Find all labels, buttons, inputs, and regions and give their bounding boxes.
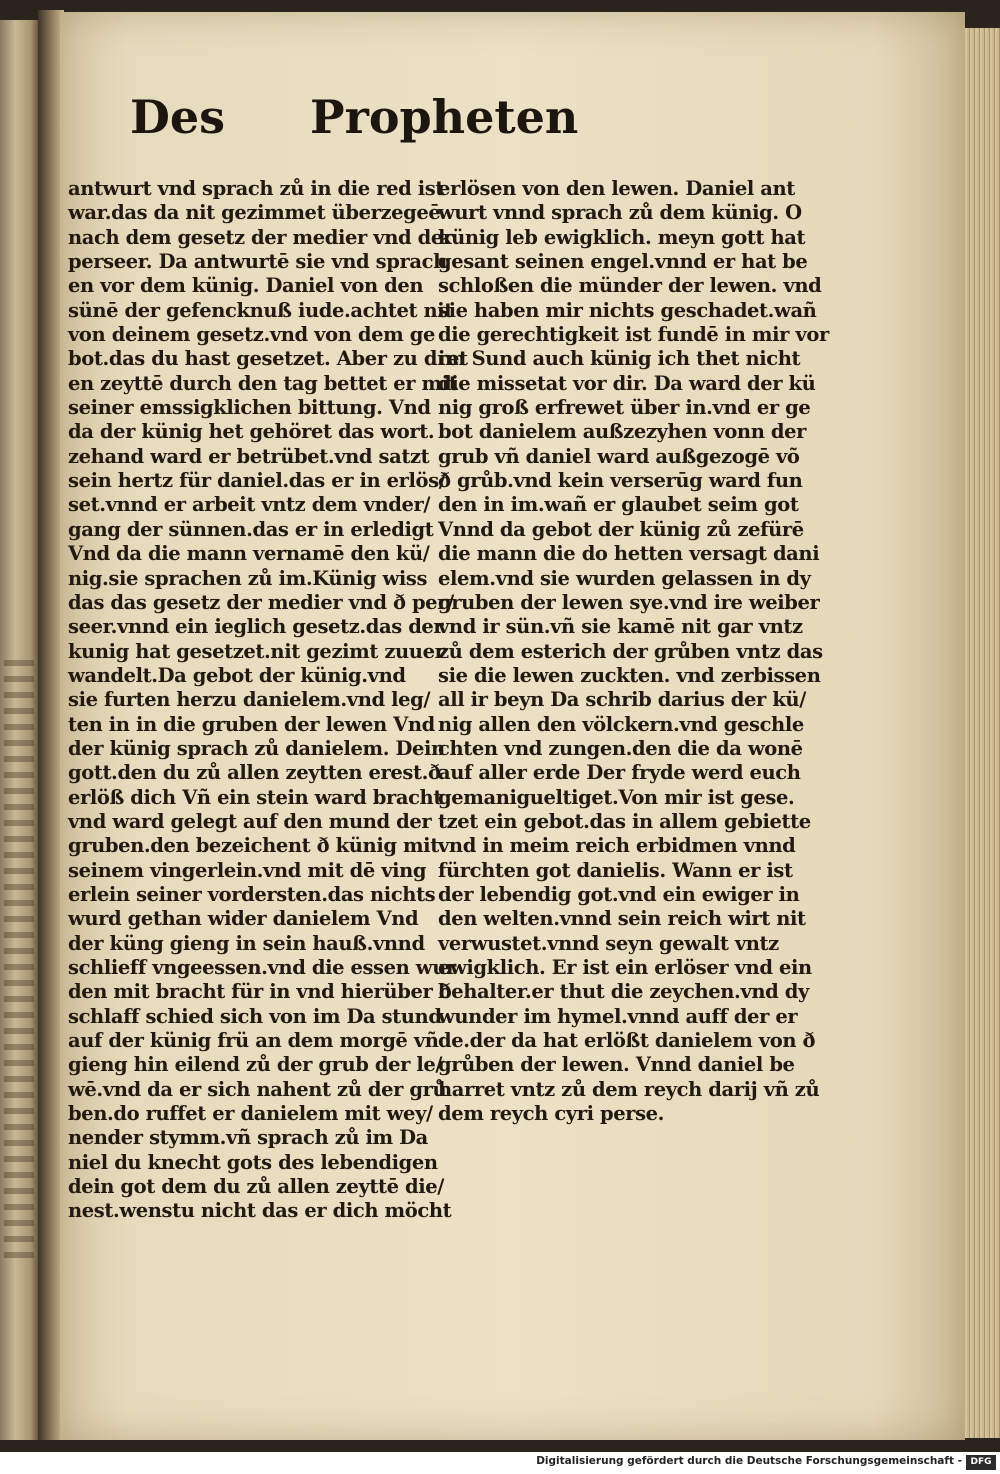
text-line: wurt vnnd sprach zů dem künig. O: [438, 201, 802, 225]
text-line: sie haben mir nichts geschadet.wañ: [438, 298, 817, 322]
text-line: de.der da hat erlößt danielem von ð: [438, 1029, 816, 1053]
text-line: schloßen die münder der lewen. vnd: [438, 274, 822, 298]
left-page-text-fragments: [4, 660, 34, 1260]
text-line: den mit bracht für in vnd hierüber ð: [68, 980, 452, 1004]
text-line: gieng hin eilend zů der grub der le/: [68, 1053, 443, 1077]
text-line: tzet ein gebot.das in allem gebiette: [438, 809, 811, 833]
text-column-left: [68, 177, 468, 1224]
text-line: sein hertz für daniel.das er in erlös/: [68, 469, 446, 493]
digitization-footer: [0, 1452, 1000, 1474]
right-page-edges: [962, 28, 1000, 1438]
text-line: niel du knecht gots des lebendigen: [68, 1150, 438, 1174]
text-line: wunder im hymel.vnnd auff der er: [438, 1004, 798, 1028]
text-line: auf der künig frü an dem morgē vñ: [68, 1029, 439, 1053]
text-line: künig leb ewigklich. meyn gott hat: [438, 225, 806, 249]
text-column-right: [438, 177, 829, 1126]
text-line: die mann die do hetten versagt dani: [438, 542, 820, 566]
text-line: vnd ward gelegt auf den mund der: [68, 809, 432, 833]
text-line: den in im.wañ er glaubet seim got: [438, 493, 799, 517]
text-line: gott.den du zů allen zeytten erest.ð: [68, 761, 441, 785]
text-line: ð grůb.vnd kein verserūg ward fun: [438, 469, 803, 493]
text-line: das das gesetz der medier vnd ð per/: [68, 590, 454, 614]
text-line: all ir beyn Da schrib darius der kü/: [438, 688, 806, 712]
text-line: sie die lewen zuckten. vnd zerbissen: [438, 663, 821, 687]
text-line: nig.sie sprachen zů im.Künig wiss: [68, 566, 428, 590]
text-line: en zeyttē durch den tag bettet er mit: [68, 371, 458, 395]
text-line: im Sund auch künig ich thet nicht: [438, 347, 801, 371]
text-line: die missetat vor dir. Da ward der kü: [438, 371, 816, 395]
text-line: Vnnd da gebot der künig zů zefürē: [438, 517, 804, 541]
text-line: ben.do ruffet er danielem mit wey/: [68, 1102, 433, 1126]
text-line: dein got dem du zů allen zeyttē die/: [68, 1175, 444, 1199]
running-header: [60, 90, 965, 150]
text-line: schlieff vngeessen.vnd die essen wur: [68, 956, 456, 979]
text-line: set.vnnd er arbeit vntz dem vnder/: [68, 493, 431, 517]
text-line: zehand ward er betrübet.vnd satzt: [68, 444, 430, 468]
text-line: bot.das du hast gesetzet. Aber zu dret: [68, 347, 468, 371]
text-line: nig groß erfrewet über in.vnd er ge: [438, 396, 811, 420]
header-word-propheten: Propheten: [310, 90, 579, 144]
text-line: grůben der lewen. Vnnd daniel be: [438, 1053, 795, 1077]
text-line: vnd ir sün.vñ sie kamē nit gar vntz: [438, 615, 803, 639]
text-line: sünē der gefencknuß iude.achtet nit: [68, 298, 453, 322]
text-line: ewigklich. Er ist ein erlöser vnd ein: [438, 956, 812, 979]
text-line: ten in in die gruben der lewen Vnd: [68, 712, 435, 736]
text-line: nig allen den völckern.vnd geschle: [438, 712, 804, 736]
dfg-logo: DFG: [966, 1455, 996, 1470]
text-line: kunig hat gesetzet.nit gezimt zuuer: [68, 639, 445, 663]
text-line: die gerechtigkeit ist fundē in mir vor: [438, 323, 829, 347]
text-line: harret vntz zů dem reych darij vñ zů: [438, 1077, 820, 1101]
text-line: elem.vnd sie wurden gelassen in dy: [438, 566, 811, 590]
book-page: [60, 12, 965, 1440]
text-line: nender stymm.vñ sprach zů im Da: [68, 1126, 428, 1150]
text-line: grub vñ daniel ward außgezogē võ: [438, 444, 800, 468]
text-line: wandelt.Da gebot der künig.vnd: [68, 663, 406, 687]
text-line: gruben.den bezeichent ð künig mit: [68, 834, 439, 858]
text-line: auf aller erde Der fryde werd euch: [438, 761, 801, 785]
text-line: zů dem esterich der grůben vntz das: [438, 639, 823, 663]
text-line: perseer. Da antwurtē sie vnd sprach: [68, 250, 447, 274]
text-line: von deinem gesetz.vnd von dem ge: [68, 323, 435, 347]
text-line: erlösen von den lewen. Daniel ant: [438, 177, 795, 200]
text-line: dem reych cyri perse.: [438, 1102, 665, 1126]
text-line: erlöß dich Vñ ein stein ward bracht: [68, 785, 442, 809]
text-line: da der künig het gehöret das wort.: [68, 420, 435, 444]
text-line: fürchten got danielis. Wann er ist: [438, 858, 793, 882]
text-line: der künig sprach zů danielem. Dein: [68, 736, 445, 760]
text-line: gesant seinen engel.vnnd er hat be: [438, 250, 808, 274]
text-line: sie furten herzu danielem.vnd leg/: [68, 688, 431, 712]
text-line: seer.vnnd ein ieglich gesetz.das der: [68, 615, 444, 639]
left-page-edge: [0, 20, 38, 1440]
text-line: den welten.vnnd sein reich wirt nit: [438, 907, 806, 931]
text-line: nach dem gesetz der medier vnd der: [68, 225, 453, 249]
text-line: wē.vnd da er sich nahent zů der grů: [68, 1077, 447, 1101]
text-line: chten vnd zungen.den die da wonē: [438, 736, 803, 760]
text-line: seiner emssigklichen bittung. Vnd: [68, 396, 431, 420]
text-line: gang der sünnen.das er in erledigt: [68, 517, 434, 541]
text-line: wurd gethan wider danielem Vnd: [68, 907, 419, 931]
text-line: nest.wenstu nicht das er dich möcht: [68, 1199, 452, 1223]
text-line: behalter.er thut die zeychen.vnd dy: [438, 980, 809, 1004]
text-line: der küng gieng in sein hauß.vnnd: [68, 931, 425, 955]
text-line: antwurt vnd sprach zů in die red ist: [68, 177, 444, 200]
text-line: gruben der lewen sye.vnd ire weiber: [438, 590, 820, 614]
text-line: erlein seiner vordersten.das nichts: [68, 882, 436, 906]
text-line: war.das da nit gezimmet überzegeē: [68, 201, 441, 225]
text-line: vnd in meim reich erbidmen vnnd: [438, 834, 796, 858]
funding-credit: Digitalisierung gefördert durch die Deutsche Forschungsgemeinschaft -: [536, 1455, 962, 1467]
text-line: schlaff schied sich von im Da stund: [68, 1004, 442, 1028]
text-line: der lebendig got.vnd ein ewiger in: [438, 882, 800, 906]
text-line: verwustet.vnnd seyn gewalt vntz: [438, 931, 779, 955]
text-line: gemanigueltiget.Von mir ist gese.: [438, 785, 795, 809]
text-line: Vnd da die mann vernamē den kü/: [68, 542, 430, 566]
text-line: seinem vingerlein.vnd mit dē ving: [68, 858, 427, 882]
text-line: bot danielem außzezyhen vonn der: [438, 420, 806, 444]
header-word-des: Des: [130, 90, 226, 144]
text-line: en vor dem künig. Daniel von den: [68, 274, 424, 298]
